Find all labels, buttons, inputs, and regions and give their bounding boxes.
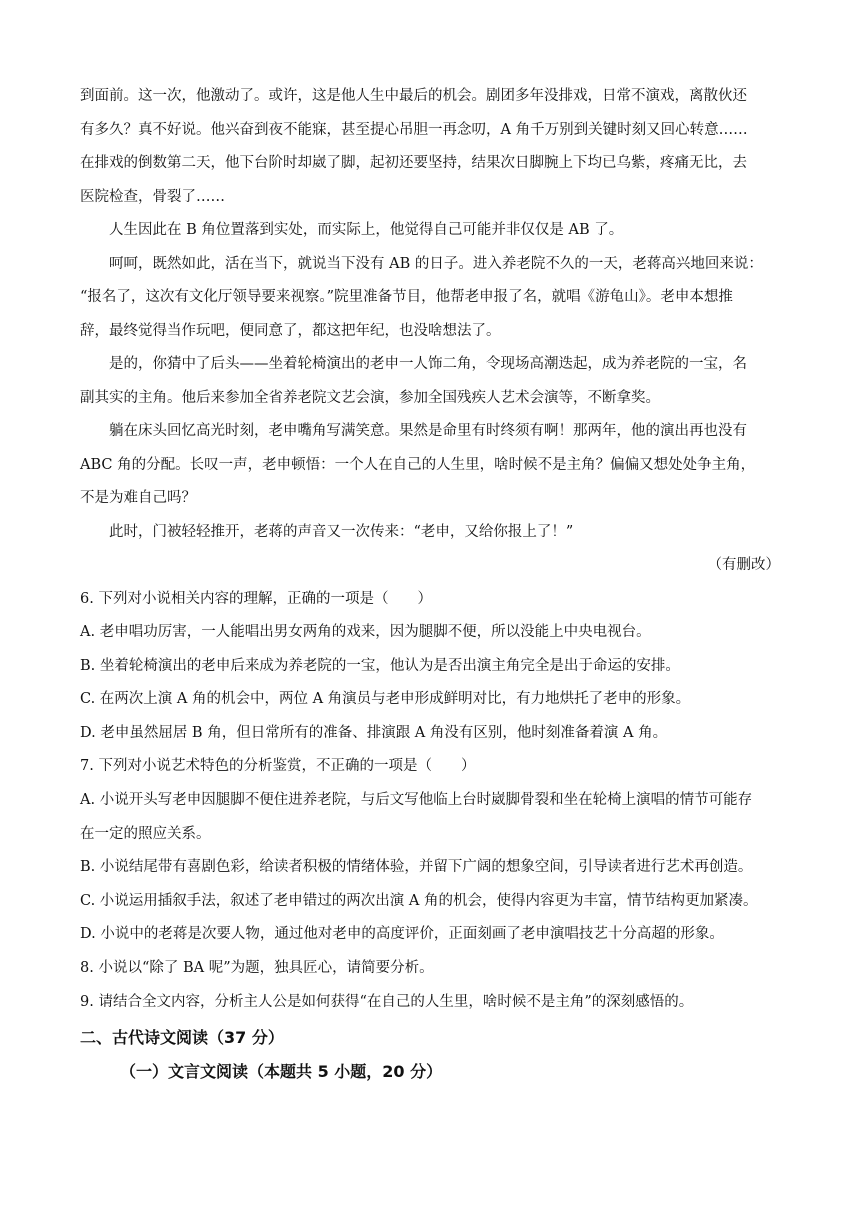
text-line: 医院检查，骨裂了……: [80, 188, 225, 205]
section-heading: 二、古代诗文阅读（37 分）: [80, 1028, 284, 1048]
text-line: “报名了，这次有文化厅领导要来视察。”院里准备节目，他帮老申报了名，就唱《游龟山》。老申本想推: [80, 289, 733, 305]
story-paragraph-1: [80, 80, 780, 214]
story-paragraph-5: [80, 415, 780, 516]
exam-page: [80, 80, 780, 1089]
question-7-option-c: C. 小说运用插叙手法，叙述了老申错过的两次出演 A 角的机会，使得内容更为丰富，情节结构更加紧凑。: [80, 892, 758, 909]
text-line: 是的，你猜中了后头——坐着轮椅演出的老申一人饰二角，令现场高潮迭起，成为养老院的一宝，名: [109, 356, 747, 372]
question-6-option-c: C. 在两次上演 A 角的机会中，两位 A 角演员与老申形成鲜明对比，有力地烘托了老申的形象。: [80, 691, 691, 708]
question-6-stem: 6. 下列对小说相关内容的理解，正确的一项是（ ）: [80, 590, 432, 607]
text-line: 此时，门被轻轻推开，老蒋的声音又一次传来：“老申，又给你报上了！”: [109, 523, 574, 540]
question-6-option-b: B. 坐着轮椅演出的老申后来成为养老院的一宝，他认为是否出演主角完全是出于命运的安排。: [80, 657, 680, 674]
text-line: ABC 角的分配。长叹一声，老申顿悟：一个人在自己的人生里，啥时候不是主角？偏偏又想处处争主角，: [80, 456, 756, 473]
question-7-option-b: B. 小说结尾带有喜剧色彩，给读者积极的情绪体验，并留下广阔的想象空间，引导读者进行艺术再创造。: [80, 859, 753, 876]
text-line: 在排戏的倒数第二天，他下台阶时却崴了脚，起初还要坚持，结果次日脚腕上下均已乌紫，疼痛无比，去: [80, 155, 747, 171]
text-line: 人生因此在 B 角位置落到实处，而实际上，他觉得自己可能并非仅仅是 AB 了。: [109, 222, 624, 238]
subsection-heading: （一）文言文阅读（本题共 5 小题，20 分）: [120, 1062, 443, 1082]
text-line: 有多久？真不好说。他兴奋到夜不能寐，甚至提心吊胆一再念叨，A 角千万别到关键时刻又回心转意……: [80, 121, 748, 138]
question-6-option-d: D. 老申虽然屈居 B 角，但日常所有的准备、排演跟 A 角没有区别，他时刻准备着演 A 角。: [80, 724, 668, 741]
source-note: （有删改）: [707, 557, 780, 573]
question-7-option-a: A. 小说开头写老申因腿脚不便住进养老院，与后文写他临上台时崴脚骨裂和坐在轮椅上演唱的情节可能存: [80, 792, 753, 809]
story-paragraph-4: [80, 348, 780, 415]
question-7-option-d: D. 小说中的老蒋是次要人物，通过他对老申的高度评价，正面刻画了老申演唱技艺十分高超的形象。: [80, 926, 724, 943]
question-8: 8. 小说以“除了 BA 呢”为题，独具匠心，请简要分析。: [80, 960, 434, 977]
question-6-option-a: A. 老申唱功厉害，一人能唱出男女两角的戏来，因为腿脚不便，所以没能上中央电视台。: [80, 624, 651, 641]
question-7-stem: 7. 下列对小说艺术特色的分析鉴赏，不正确的一项是（ ）: [80, 758, 476, 775]
text-line: 呵呵，既然如此，活在当下，就说当下没有 AB 的日子。进入养老院不久的一天，老蒋高兴地回来说：: [109, 255, 763, 272]
text-line: 副其实的主角。他后来参加全省养老院文艺会演，参加全国残疾人艺术会演等，不断拿奖。: [80, 389, 660, 406]
text-line: 躺在床头回忆高光时刻，老申嘴角写满笑意。果然是命里有时终须有啊！那两年，他的演出再也没有: [109, 423, 747, 439]
text-line: 辞，最终觉得当作玩吧，便同意了，都这把年纪，也没啥想法了。: [80, 322, 501, 339]
text-line: 到面前。这一次，他激动了。或许，这是他人生中最后的机会。剧团多年没排戏，日常不演戏，离散伙还: [80, 88, 747, 104]
story-paragraph-6: [80, 516, 780, 550]
text-line: 不是为难自己吗？: [80, 490, 196, 506]
story-paragraph-2: [80, 214, 780, 248]
question-list: [80, 583, 780, 1020]
question-7-option-a-cont: 在一定的照应关系。: [80, 825, 211, 842]
story-paragraph-3: [80, 248, 780, 349]
question-9: 9. 请结合全文内容，分析主人公是如何获得“在自己的人生里，啥时候不是主角”的深刻感悟的。: [80, 993, 694, 1010]
